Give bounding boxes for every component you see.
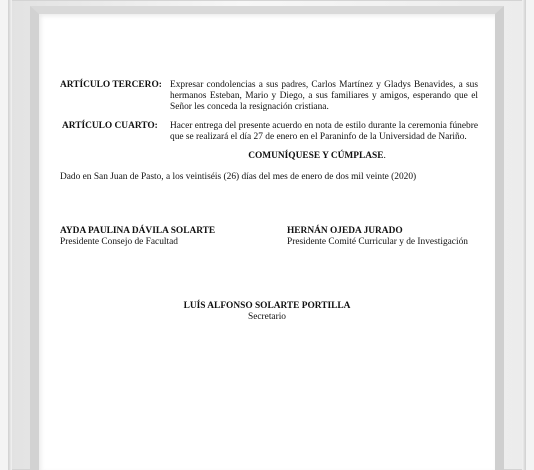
signer-role: Presidente Consejo de Facultad: [60, 237, 178, 247]
closing-punctuation: .: [383, 151, 386, 161]
article-fourth: [60, 121, 478, 143]
signer-name: AYDA PAULINA DÁVILA SOLARTE: [60, 226, 216, 236]
secretary-signature: [0, 301, 534, 323]
secretary-role: Secretario: [248, 312, 286, 322]
article-third-label: ARTÍCULO TERCERO:: [60, 80, 162, 90]
document-body: [60, 80, 478, 183]
signer-name: HERNÁN OJEDA JURADO: [287, 226, 403, 236]
article-third-text: Expresar condolencias a sus padres, Carlos Martínez y Gladys Benavides, a sus hermanos Esteban, Mario y Diego, a sus familiares y amigos, esperando que el Señor les conceda la resignación cristiana.: [170, 80, 478, 112]
closing-text: COMUNÍQUESE Y CÚMPLASE: [248, 151, 384, 161]
article-fourth-text: Hacer entrega del presente acuerdo en nota de estilo durante la ceremonia fúnebre que se realizará el día 27 de enero en el Paraninfo de la Universidad de Nariño.: [170, 121, 478, 142]
closing-statement: [60, 151, 478, 162]
signer-faculty-council: [60, 226, 215, 248]
frame-bevel-right: [522, 0, 526, 470]
article-fourth-label: ARTÍCULO CUARTO:: [62, 121, 158, 131]
frame-bevel-left: [8, 0, 12, 470]
date-line: Dado en San Juan de Pasto, a los veintiséis (26) días del mes de enero de dos mil veinte (2020): [60, 172, 417, 182]
secretary-name: LUÍS ALFONSO SOLARTE PORTILLA: [183, 301, 351, 311]
signer-curricular-committee: [287, 226, 468, 248]
signer-role: Presidente Comité Curricular y de Investigación: [287, 237, 468, 247]
article-third: [60, 80, 478, 113]
